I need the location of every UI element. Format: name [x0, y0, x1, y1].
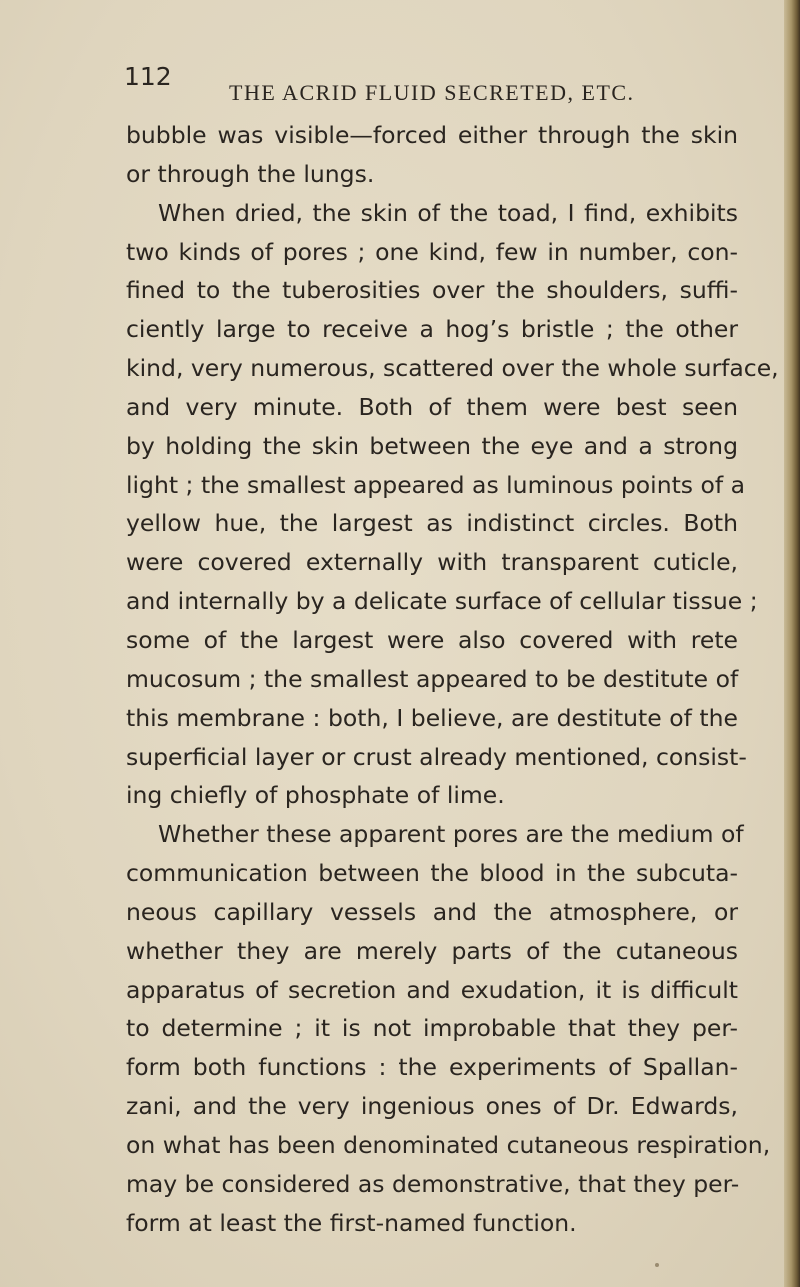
text-line: and internally by a delicate surface of cellular tissue ; — [126, 587, 758, 616]
text-line: apparatus of secretion and exudation, it is difficult — [126, 975, 738, 1004]
text-line: zani, and the very ingenious ones of Dr. Edwards, — [126, 1092, 738, 1121]
page-number: 112 — [124, 62, 172, 91]
text-line: and very minute. Both of them were best seen — [126, 392, 738, 421]
text-line: kind, very numerous, scattered over the whole surface, — [126, 354, 779, 383]
text-line: this membrane : both, I believe, are destitute of the — [126, 703, 738, 732]
text-line: light ; the smallest appeared as luminous points of a — [126, 470, 746, 499]
text-line: When dried, the skin of the toad, I find, exhibits — [158, 198, 738, 227]
binding-shadow — [784, 0, 800, 1287]
text-line: were covered externally with transparent cuticle, — [126, 548, 738, 577]
text-line: on what has been denominated cutaneous respiration, — [126, 1130, 771, 1159]
text-line: may be considered as demonstrative, that they per- — [126, 1169, 740, 1198]
body-text — [126, 116, 779, 1242]
text-line: yellow hue, the largest as indistinct circles. Both — [126, 509, 738, 538]
text-line: neous capillary vessels and the atmosphere, or — [126, 897, 738, 926]
text-line: ciently large to receive a hog’s bristle ; the other — [126, 315, 738, 344]
text-line: or through the lungs. — [126, 159, 375, 188]
text-line: ing chiefly of phosphate of lime. — [126, 781, 505, 810]
text-line: form both functions : the experiments of Spallan- — [126, 1053, 738, 1082]
text-line: fined to the tuberosities over the shoulders, suffi- — [126, 276, 738, 305]
text-line: superficial layer or crust already mentioned, consist- — [126, 742, 747, 771]
text-line: Whether these apparent pores are the medium of — [158, 820, 744, 849]
text-line: some of the largest were also covered with rete — [126, 625, 738, 654]
text-line: form at least the first-named function. — [126, 1208, 577, 1237]
paper-speck — [655, 1263, 659, 1267]
text-line: two kinds of pores ; one kind, few in number, con- — [126, 237, 738, 266]
text-line: bubble was visible—forced either through the skin — [126, 121, 738, 149]
text-line: to determine ; it is not improbable that they per- — [126, 1014, 738, 1043]
text-line: by holding the skin between the eye and a strong — [126, 431, 738, 460]
running-head: THE ACRID FLUID SECRETED, ETC. — [229, 80, 635, 105]
text-line: whether they are merely parts of the cutaneous — [126, 936, 738, 965]
text-line: mucosum ; the smallest appeared to be destitute of — [126, 664, 739, 693]
text-line: communication between the blood in the subcuta- — [126, 859, 738, 888]
